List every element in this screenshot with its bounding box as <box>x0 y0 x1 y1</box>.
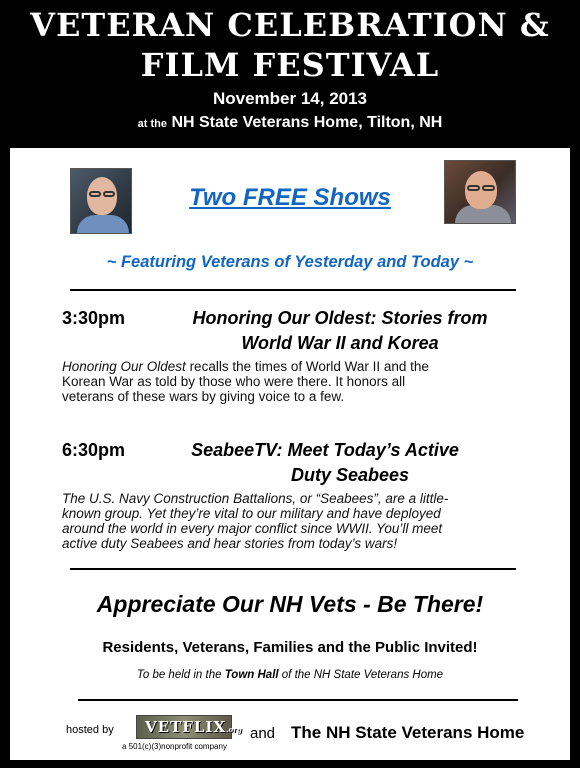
logo-org: .org <box>226 725 242 734</box>
divider <box>78 699 518 701</box>
event-title-line1: VETERAN CELEBRATION & <box>30 6 550 44</box>
venue-prefix: at the <box>137 118 167 130</box>
divider <box>70 289 516 291</box>
show2-title-line2: Duty Seabees <box>290 465 410 485</box>
featuring-subheading: ~ Featuring Veterans of Yesterday and Today ~ <box>106 253 474 271</box>
header-banner <box>0 0 580 146</box>
show1-title-line1: Honoring Our Oldest: Stories from <box>192 308 488 328</box>
nonprofit-label: a 501(c)(3)nonprofit company <box>122 742 227 751</box>
call-to-action: Appreciate Our NH Vets - Be There! <box>96 591 484 617</box>
show2-desc-line1: The U.S. Navy Construction Battalions, or “Seabees”, are a little- <box>62 491 449 506</box>
invitation-line: Residents, Veterans, Families and the Public Invited! <box>102 639 478 656</box>
show2-desc-line4: active duty Seabees and hear stories from today’s wars! <box>62 536 398 551</box>
partner-name: The NH State Veterans Home <box>291 723 525 742</box>
show2-description <box>62 491 552 551</box>
headline: Two FREE Shows <box>189 184 391 211</box>
vetflix-logo <box>136 715 242 739</box>
location-note <box>10 669 570 681</box>
show1-desc-line3: veterans of these wars by giving voice to a few. <box>62 389 345 404</box>
and-label: and <box>250 725 276 742</box>
show2-desc-line2: known group. Yet they’re vital to our military and have deployed <box>62 506 441 521</box>
location-suffix: of the NH State Veterans Home <box>278 669 444 681</box>
flyer-panel <box>10 148 570 760</box>
divider <box>70 568 516 570</box>
show1-desc-title: Honoring Our Oldest <box>62 359 186 374</box>
location-place: Town Hall <box>224 669 279 681</box>
event-date: November 14, 2013 <box>212 89 368 108</box>
hosted-by-label: hosted by <box>66 724 114 736</box>
logo-text: VETFLIX <box>145 718 227 736</box>
show1-description <box>62 359 542 404</box>
show1-desc-line1 <box>62 359 542 374</box>
show1-desc-line1-rest: recalls the times of World War II and the <box>185 359 429 374</box>
show2-desc-line3: around the world in every major conflict since WWII. You’ll meet <box>62 521 443 536</box>
show1-title-line2: World War II and Korea <box>241 333 439 353</box>
event-venue <box>0 114 580 132</box>
show1-desc-line2: Korean War as told by those who were there. It honors all <box>62 374 406 389</box>
show2-time: 6:30pm <box>62 440 126 460</box>
event-title-line2: FILM FESTIVAL <box>140 46 440 84</box>
venue-name: NH State Veterans Home, Tilton, NH <box>171 114 443 131</box>
show2-title-line1: SeabeeTV: Meet Today’s Active <box>191 440 459 460</box>
location-prefix: To be held in the <box>136 669 225 681</box>
photo-shirt <box>77 215 129 234</box>
show1-time: 3:30pm <box>62 308 126 328</box>
